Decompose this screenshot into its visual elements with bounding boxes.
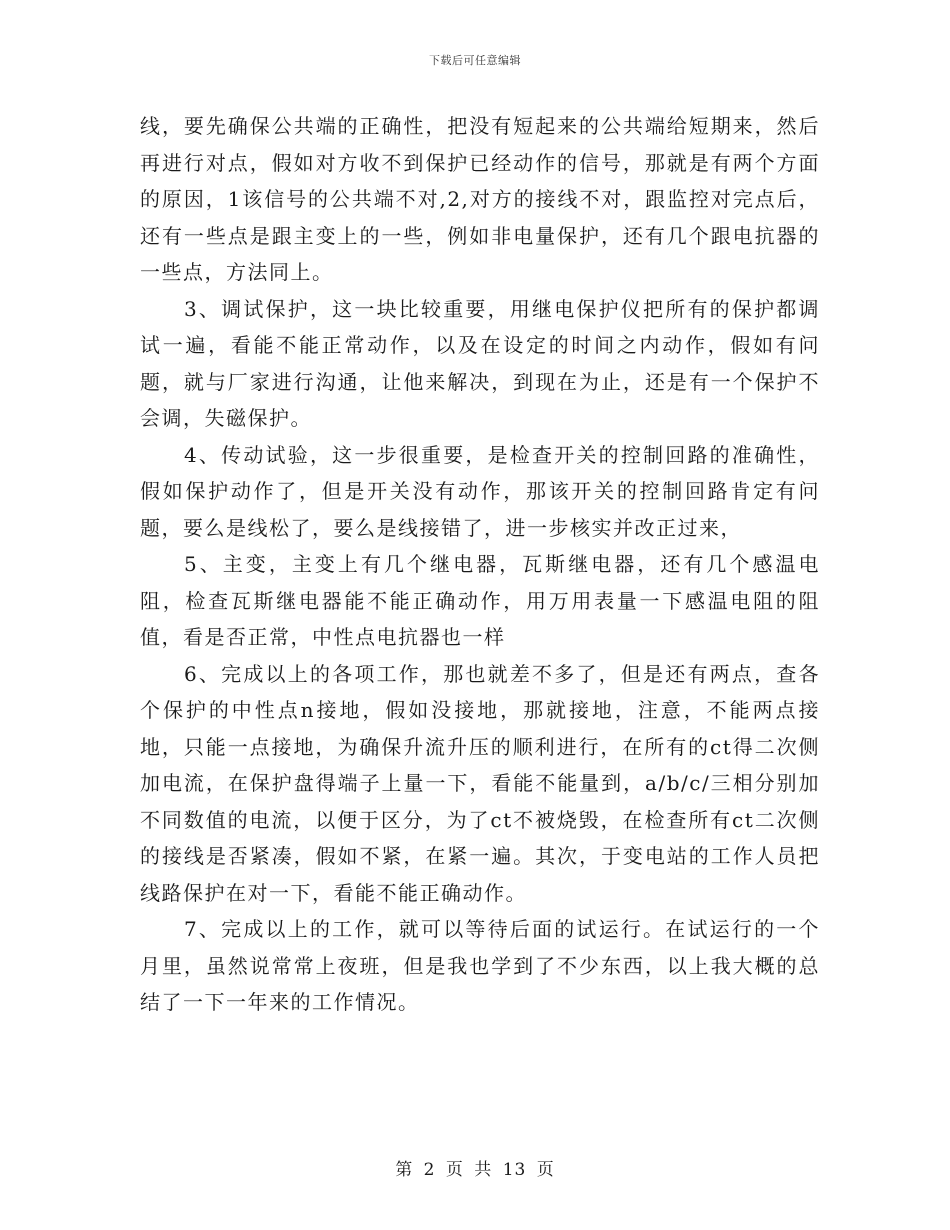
paragraph-transmission-test: 4、传动试验，这一步很重要，是检查开关的控制回路的准确性，假如保护动作了，但是开关没有动作，那该开关的控制回路肯定有问题，要么是线松了，要么是线接错了，进一步核实并改正过来， <box>140 442 820 540</box>
paragraph-main-transformer: 5、主变，主变上有几个继电器，瓦斯继电器，还有几个感温电阻，检查瓦斯继电器能不能正确动作，用万用表量一下感温电阻的阻值，看是否正常，中性点电抗器也一样 <box>140 552 820 649</box>
paragraph-debug-protection: 3、调试保护，这一块比较重要，用继电保护仪把所有的保护都调试一遍，看能不能正常动作，以及在设定的时间之内动作，假如有问题，就与厂家进行沟通，让他来解决，到现在为止，还是有一个保护不会调，失磁保护。 <box>140 296 820 430</box>
paragraph-continuation: 线，要先确保公共端的正确性，把没有短起来的公共端给短期来，然后再进行对点，假如对方收不到保护已经动作的信号，那就是有两个方面的原因，1该信号的公共端不对,2,对方的接线不对，跟监控对完点后，还有一些点是跟主变上的一些，例如非电量保护，还有几个跟电抗器的一些点，方法同上。 <box>140 114 820 284</box>
paragraph-grounding-check: 6、完成以上的各项工作，那也就差不多了，但是还有两点，查各个保护的中性点n接地，假如没接地，那就接地，注意，不能两点接地，只能一点接地，为确保升流升压的顺利进行，在所有的ct得二次侧加电流，在保护盘得端子上量一下，看能不能量到，a/b/c/三相分别加不同数值的电流，以便于区分，为了ct不被烧毁，在检查所有ct二次侧的接线是否紧凑，假如不紧，在紧一遍。其次，于变电站的工作人员把线路保护在对一下，看能不能正确动作。 <box>140 661 820 905</box>
page-header: 下载后可任意编辑 <box>429 54 521 67</box>
page-number-footer: 第 2 页 共 13 页 <box>395 1160 555 1180</box>
paragraph-trial-run: 7、完成以上的工作，就可以等待后面的试运行。在试运行的一个月里，虽然说常常上夜班，但是我也学到了不少东西，以上我大概的总结了一下一年来的工作情况。 <box>140 917 820 1014</box>
document-body <box>140 108 820 1021</box>
